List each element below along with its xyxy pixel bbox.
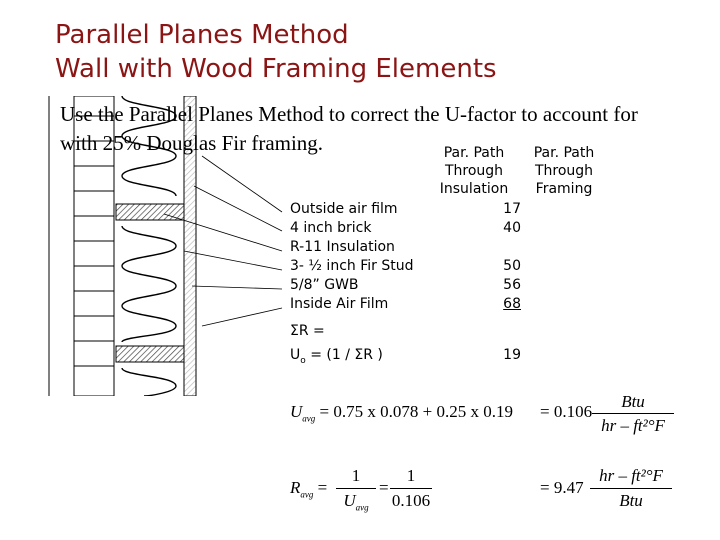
sum-r-label: ΣR = (290, 323, 325, 339)
uavg-unit-denominator: hr – ft²°F (601, 416, 665, 435)
layer-label: Inside Air Film (290, 296, 389, 312)
ravg-unit-numerator: hr – ft²°F (599, 466, 663, 485)
insulation-value: 68 (503, 296, 521, 312)
uavg-result: = 0.106 (540, 402, 593, 421)
uavg-unit-numerator: Btu (621, 392, 645, 411)
header-framing-path: Par. Path Through Framing (533, 145, 595, 197)
ravg-frac2-denominator: 0.106 (391, 491, 431, 510)
uo-value: 19 (503, 347, 521, 363)
uavg-unit-fraction-bar (592, 413, 674, 414)
ravg-frac1-denominator: $U_{avg}$ (343, 491, 369, 513)
insulation-value: 56 (503, 277, 521, 293)
header-insulation-path: Par. Path Through Insulation (439, 145, 509, 197)
title-line-2: Wall with Wood Framing Elements (55, 54, 497, 84)
ravg-unit-fraction-bar (590, 488, 672, 489)
ravg-unit-denominator: Btu (619, 491, 643, 510)
title-line-1: Parallel Planes Method (55, 20, 349, 50)
layer-label: 3- ½ inch Fir Stud (290, 258, 414, 274)
ravg-result: = 9.47 (540, 478, 584, 497)
intro-line-2: with 25% Douglas Fir framing. (60, 131, 324, 155)
ravg-frac1-numerator: 1 (351, 466, 361, 485)
ravg-frac2-bar (390, 488, 432, 489)
layer-label: 5/8” GWB (290, 277, 359, 293)
uavg-equation: $U_{avg} = 0.75$ x 0.078 + 0.25 x 0.19 (290, 402, 513, 424)
ravg-lhs: $R_{avg}$ = (290, 478, 328, 500)
ravg-frac1-bar (336, 488, 376, 489)
insulation-value: 50 (503, 258, 521, 274)
intro-line-1: Use the Parallel Planes Method to correct the U-factor to account for (60, 102, 638, 126)
slide-title (55, 18, 497, 86)
ravg-equals: = (379, 478, 389, 497)
layer-label: Outside air film (290, 201, 398, 217)
ravg-frac2-numerator: 1 (406, 466, 416, 485)
insulation-value: 40 (503, 220, 521, 236)
layer-label: R-11 Insulation (290, 239, 395, 255)
leader-lines (164, 156, 282, 326)
uo-label: $U_o = (1 / \Sigma R$ ) (290, 347, 383, 366)
layer-label: 4 inch brick (290, 220, 372, 236)
insulation-value: 17 (503, 201, 521, 217)
